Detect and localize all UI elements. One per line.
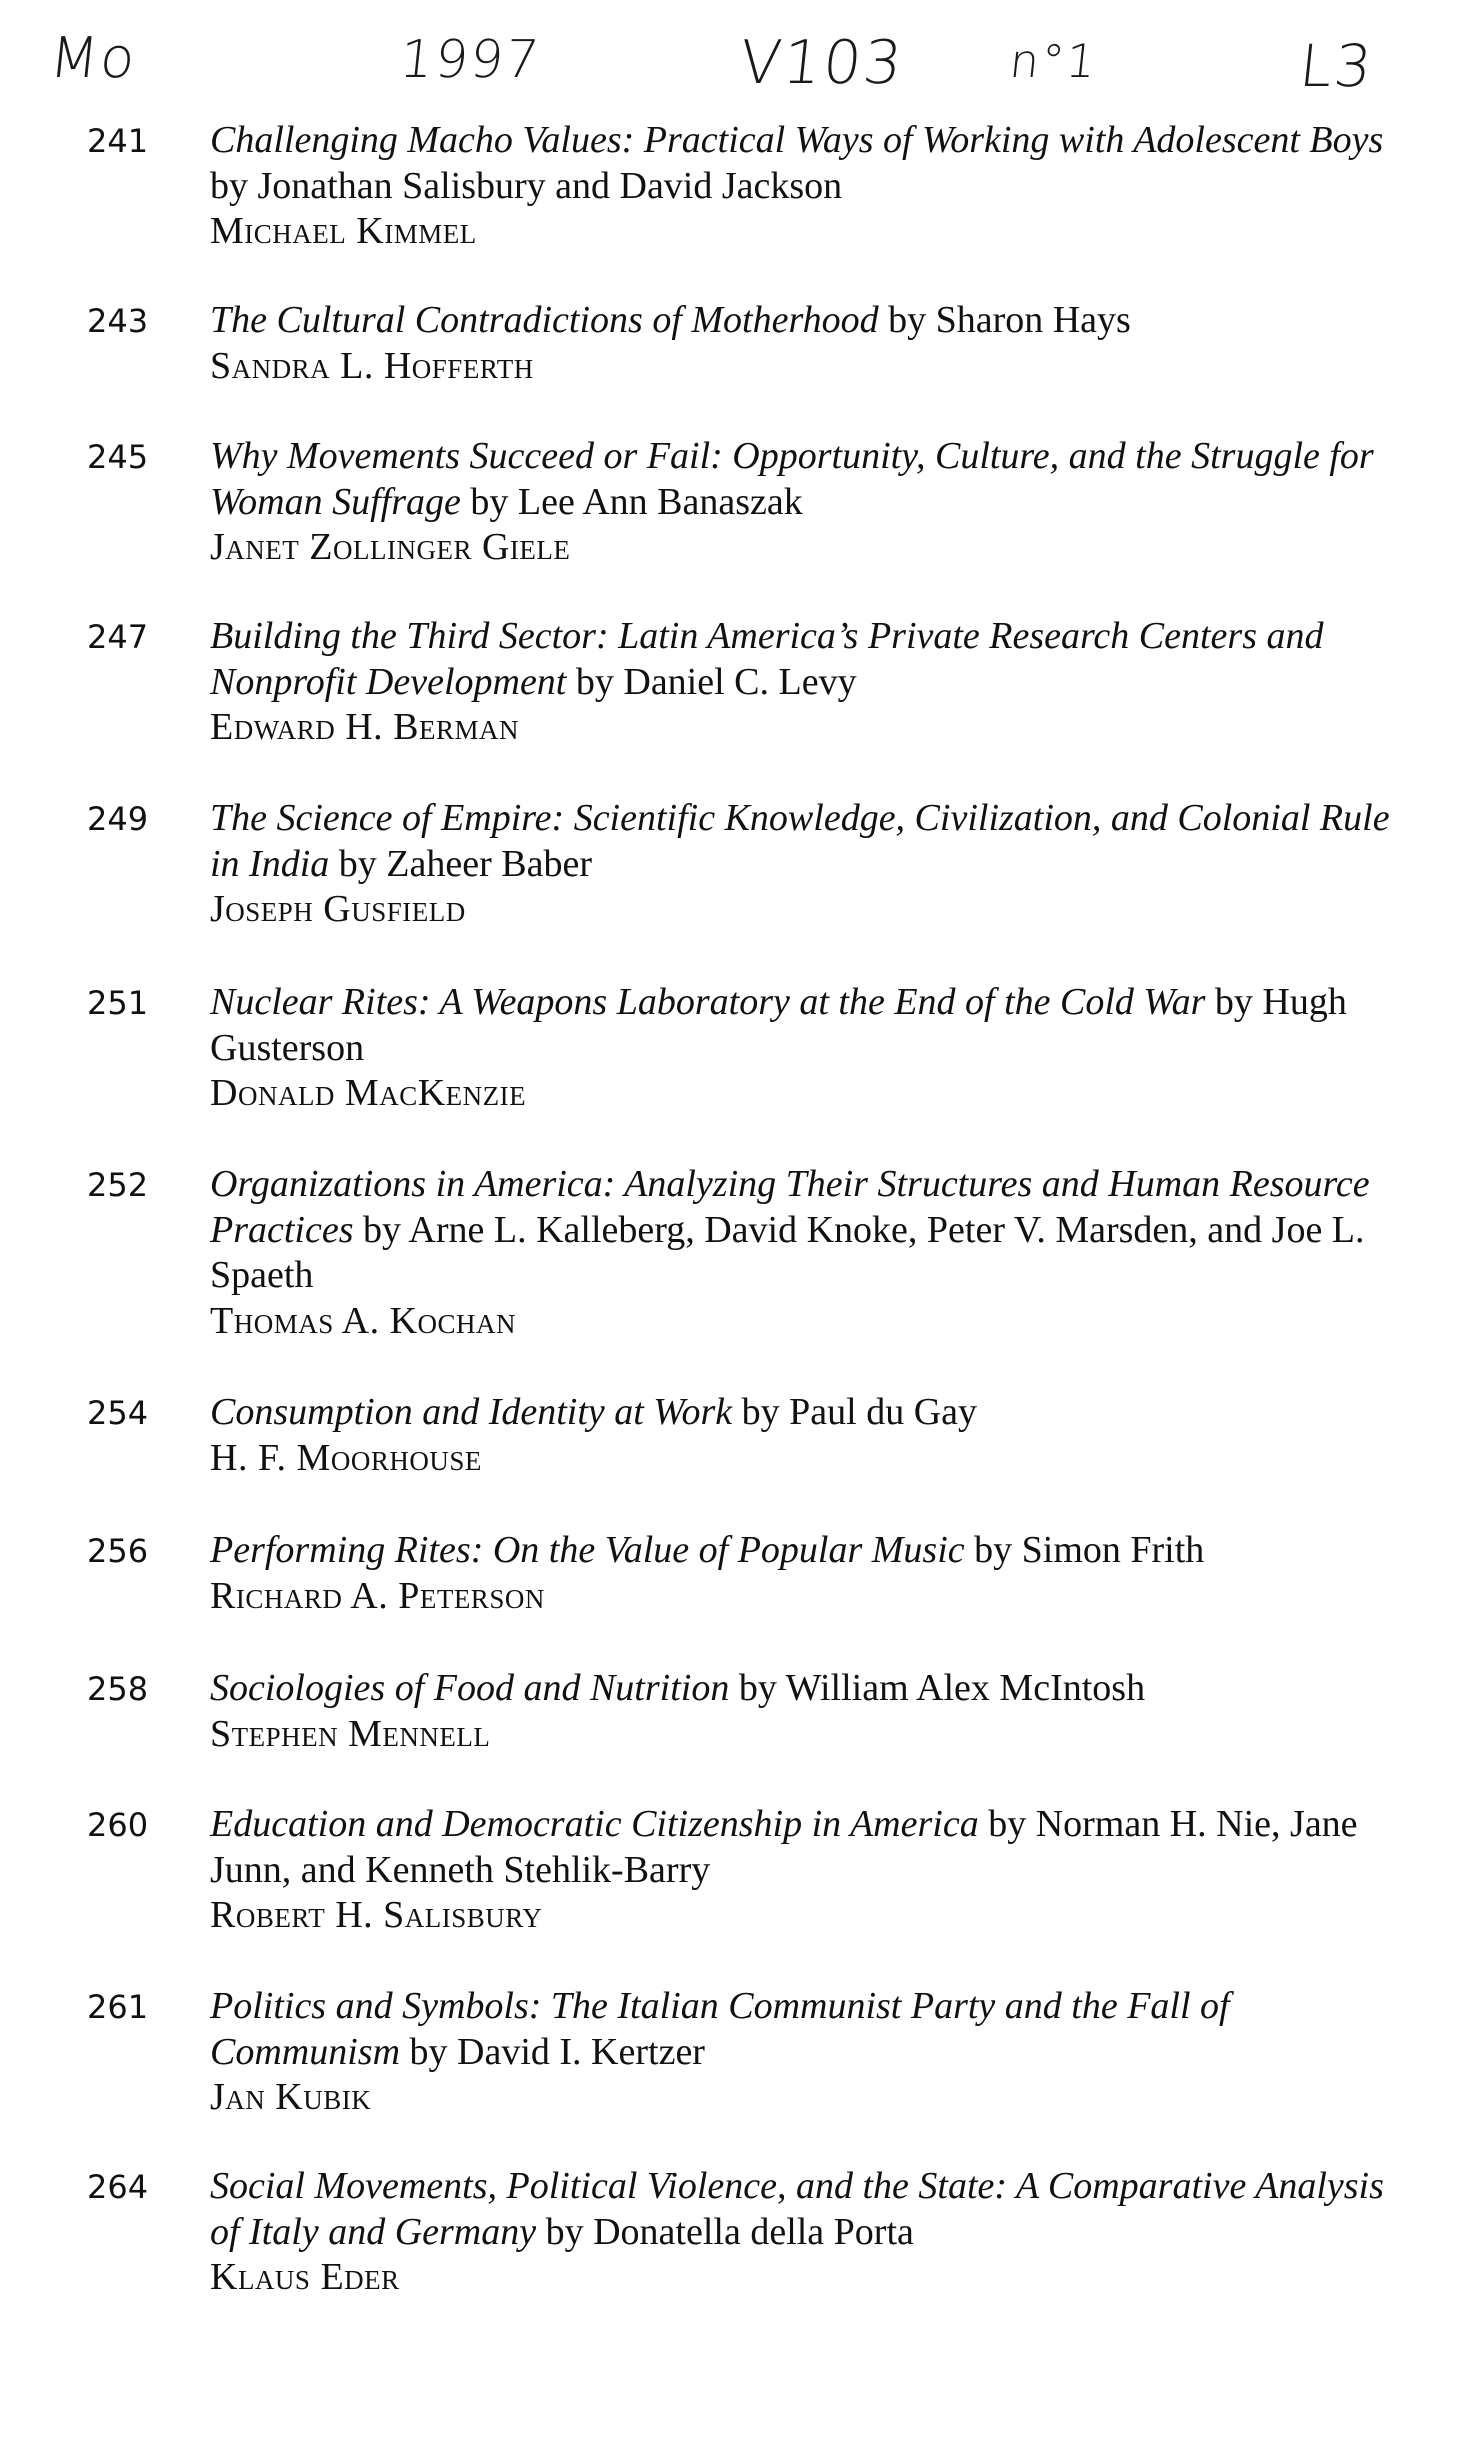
book-authors: by William Alex McIntosh (729, 1667, 1146, 1709)
book-title: Sociologies of Food and Nutrition (210, 1667, 730, 1709)
page-number: 252 (87, 1166, 149, 1204)
entry-text (210, 614, 1395, 751)
page-number: 261 (87, 1988, 149, 2026)
page-number: 251 (87, 984, 149, 1022)
book-title: Consumption and Identity at Work (210, 1391, 733, 1433)
page-number: 249 (87, 800, 149, 838)
handwritten-note: V103 (736, 28, 908, 98)
reviewer-name: Joseph Gusfield (210, 888, 466, 930)
book-title: Organizations in America: Analyzing Their Structures and Human Resource Practices (210, 1163, 1370, 1251)
page-number: 260 (87, 1806, 149, 1844)
entry-text (210, 980, 1395, 1117)
book-authors: by Donatella della Porta (536, 2210, 914, 2253)
page-number: 256 (87, 1532, 149, 1570)
book-authors: by Hugh Gusterson (210, 981, 1347, 1069)
page-number: 264 (87, 2168, 149, 2206)
book-title: Challenging Macho Values: Practical Ways of Working with Adolescent Boys (210, 119, 1384, 161)
page-number: 241 (87, 122, 149, 160)
reviewer-name: Edward H. Berman (210, 706, 520, 748)
reviewer-name: Stephen Mennell (210, 1712, 491, 1755)
book-title: Performing Rites: On the Value of Popular Music (210, 1529, 965, 1571)
entry-text (210, 1162, 1395, 1344)
entry-text (210, 1390, 1395, 1481)
reviewer-name: Donald MacKenzie (210, 1072, 527, 1114)
page-number: 254 (87, 1394, 149, 1432)
handwritten-note: Mo (46, 26, 140, 91)
book-authors: by Arne L. Kalleberg, David Knoke, Peter V. Marsden, and Joe L. Spaeth (210, 1208, 1365, 1296)
book-authors: by Simon Frith (964, 1529, 1205, 1571)
book-title: Why Movements Succeed or Fail: Opportunity, Culture, and the Struggle for Woman Suffrage (210, 435, 1374, 523)
reviewer-name: Sandra L. Hofferth (210, 344, 534, 387)
handwritten-header (40, 8, 1440, 118)
book-authors: by Paul du Gay (732, 1391, 978, 1433)
entry-text (210, 2164, 1395, 2301)
reviewer-name: Richard A. Peterson (210, 1574, 545, 1617)
book-title: Education and Democratic Citizenship in America (210, 1803, 979, 1845)
book-authors: by Zaheer Baber (329, 842, 592, 885)
book-title: Politics and Symbols: The Italian Communist Party and the Fall of Communism (210, 1985, 1230, 2073)
reviewer-name: H. F. Moorhouse (210, 1436, 482, 1479)
book-authors: by Sharon Hays (878, 299, 1131, 341)
page-number: 247 (87, 618, 149, 656)
handwritten-note: 1997 (396, 30, 544, 90)
handwritten-note: L3 (1296, 32, 1377, 100)
reviewer-name: Thomas A. Kochan (210, 1299, 517, 1342)
reviewer-name: Michael Kimmel (210, 210, 477, 252)
reviewer-name: Jan Kubik (210, 2076, 372, 2118)
page-number: 245 (87, 438, 149, 476)
book-title: Building the Third Sector: Latin America’s Private Research Centers and Nonprofit Development (210, 615, 1324, 703)
book-title: The Cultural Contradictions of Motherhood (210, 299, 879, 341)
reviewer-name: Robert H. Salisbury (210, 1894, 543, 1936)
reviewer-name: Janet Zollinger Giele (210, 526, 571, 568)
book-authors: by Jonathan Salisbury and David Jackson (210, 164, 843, 207)
book-title: Social Movements, Political Violence, and the State: A Comparative Analysis of Italy and Germany (210, 2165, 1384, 2253)
entry-text (210, 1528, 1395, 1619)
book-title: Nuclear Rites: A Weapons Laboratory at the End of the Cold War (210, 981, 1206, 1023)
book-authors: by David I. Kertzer (400, 2030, 705, 2073)
page-number: 243 (87, 302, 149, 340)
reviewer-name: Klaus Eder (210, 2256, 400, 2298)
entry-text (210, 434, 1395, 571)
book-title: The Science of Empire: Scientific Knowledge, Civilization, and Colonial Rule in India (210, 797, 1390, 885)
entry-text (210, 1666, 1395, 1757)
entry-text (210, 796, 1395, 933)
entry-text (210, 298, 1395, 389)
book-authors: by Daniel C. Levy (566, 660, 857, 703)
entry-text (210, 118, 1395, 255)
book-authors: by Norman H. Nie, Jane Junn, and Kenneth Stehlik-Barry (210, 1803, 1358, 1891)
book-authors: by Lee Ann Banaszak (460, 480, 803, 523)
entry-text (210, 1984, 1395, 2121)
entry-text (210, 1802, 1395, 1939)
handwritten-note: n°1 (1007, 34, 1101, 88)
page-number: 258 (87, 1670, 149, 1708)
